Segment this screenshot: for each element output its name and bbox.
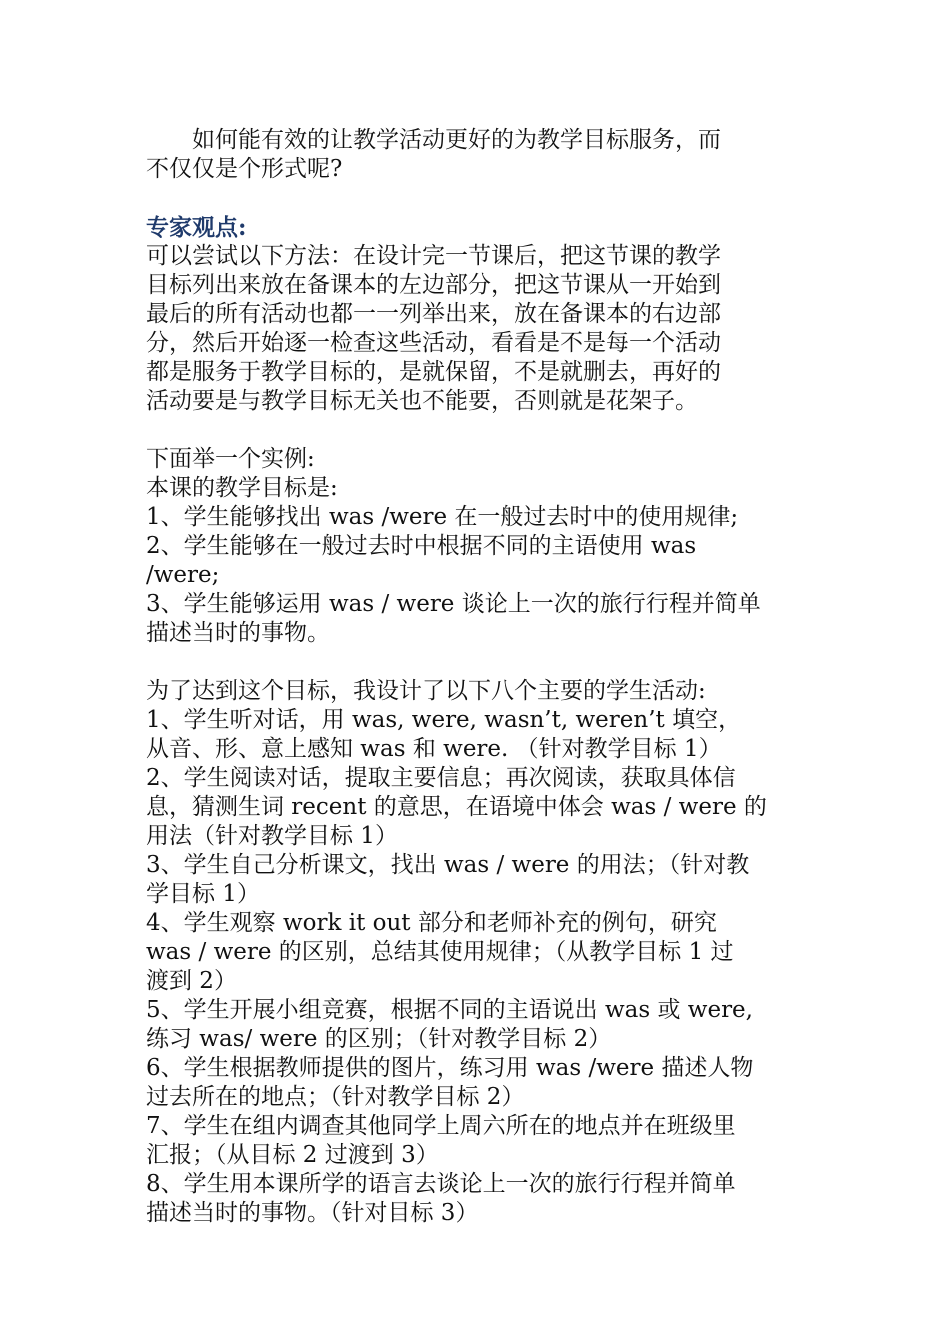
activity-line-17: 8、学生用本课所学的语言去谈论上一次的旅行行程并简单 xyxy=(146,1171,736,1197)
activities-title: 为了达到这个目标，我设计了以下八个主要的学生活动: xyxy=(146,678,706,704)
activity-line-14: 过去所在的地点；（针对教学目标 2） xyxy=(146,1084,525,1110)
expert-line-2: 目标列出来放在备课本的左边部分，把这节课从一开始到 xyxy=(146,272,721,298)
activity-line-16: 汇报；（从目标 2 过渡到 3） xyxy=(146,1142,439,1168)
activity-line-3: 2、学生阅读对话，提取主要信息；再次阅读，获取具体信 xyxy=(146,765,736,791)
activity-line-2: 从音、形、意上感知 was 和 were. （针对教学目标 1） xyxy=(146,736,722,762)
activity-line-5: 用法（针对教学目标 1） xyxy=(146,823,398,849)
goal-line-5: 描述当时的事物。 xyxy=(146,620,330,646)
activity-line-11: 5、学生开展小组竞赛，根据不同的主语说出 was 或 were, xyxy=(146,997,753,1023)
document-page xyxy=(146,126,810,1228)
question-line-1: 如何能有效的让教学活动更好的为教学目标服务，而 xyxy=(192,127,721,153)
goals-title: 本课的教学目标是: xyxy=(146,475,338,501)
activity-line-7: 学目标 1） xyxy=(146,881,260,907)
spacer xyxy=(146,648,810,677)
question-line-2: 不仅仅是个形式呢? xyxy=(146,156,343,182)
expert-line-1: 可以尝试以下方法：在设计完一节课后，把这节课的教学 xyxy=(146,243,721,269)
expert-heading: 专家观点: xyxy=(146,214,247,241)
activity-line-18: 描述当时的事物。（针对目标 3） xyxy=(146,1200,479,1226)
activity-line-10: 渡到 2） xyxy=(146,968,237,994)
expert-line-5: 都是服务于教学目标的，是就保留，不是就删去，再好的 xyxy=(146,359,721,385)
spacer xyxy=(146,184,810,213)
example-intro: 下面举一个实例: xyxy=(146,446,315,472)
activity-line-15: 7、学生在组内调查其他同学上周六所在的地点并在班级里 xyxy=(146,1113,736,1139)
activity-line-13: 6、学生根据教师提供的图片，练习用 was /were 描述人物 xyxy=(146,1055,754,1081)
goal-line-1: 1、学生能够找出 was /were 在一般过去时中的使用规律; xyxy=(146,504,739,530)
activity-line-12: 练习 was/ were 的区别；（针对教学目标 2） xyxy=(146,1026,612,1052)
goal-line-3: /were; xyxy=(146,562,220,588)
activity-line-6: 3、学生自己分析课文，找出 was / were 的用法；（针对教 xyxy=(146,852,750,878)
activity-line-4: 息，猜测生词 recent 的意思，在语境中体会 was / were 的 xyxy=(146,794,767,820)
expert-line-3: 最后的所有活动也都一一列举出来，放在备课本的右边部 xyxy=(146,301,721,327)
activity-line-8: 4、学生观察 work it out 部分和老师补充的例句，研究 xyxy=(146,910,717,936)
expert-line-4: 分，然后开始逐一检查这些活动，看看是不是每一个活动 xyxy=(146,330,721,356)
activity-line-9: was / were 的区别，总结其使用规律；（从教学目标 1 过 xyxy=(146,939,734,965)
goal-line-4: 3、学生能够运用 was / were 谈论上一次的旅行行程并简单 xyxy=(146,591,761,617)
spacer xyxy=(146,416,810,445)
expert-line-6: 活动要是与教学目标无关也不能要，否则就是花架子。 xyxy=(146,388,698,414)
activity-line-1: 1、学生听对话，用 was, were, wasn’t, weren’t 填空， xyxy=(146,707,742,733)
goal-line-2: 2、学生能够在一般过去时中根据不同的主语使用 was xyxy=(146,533,697,559)
